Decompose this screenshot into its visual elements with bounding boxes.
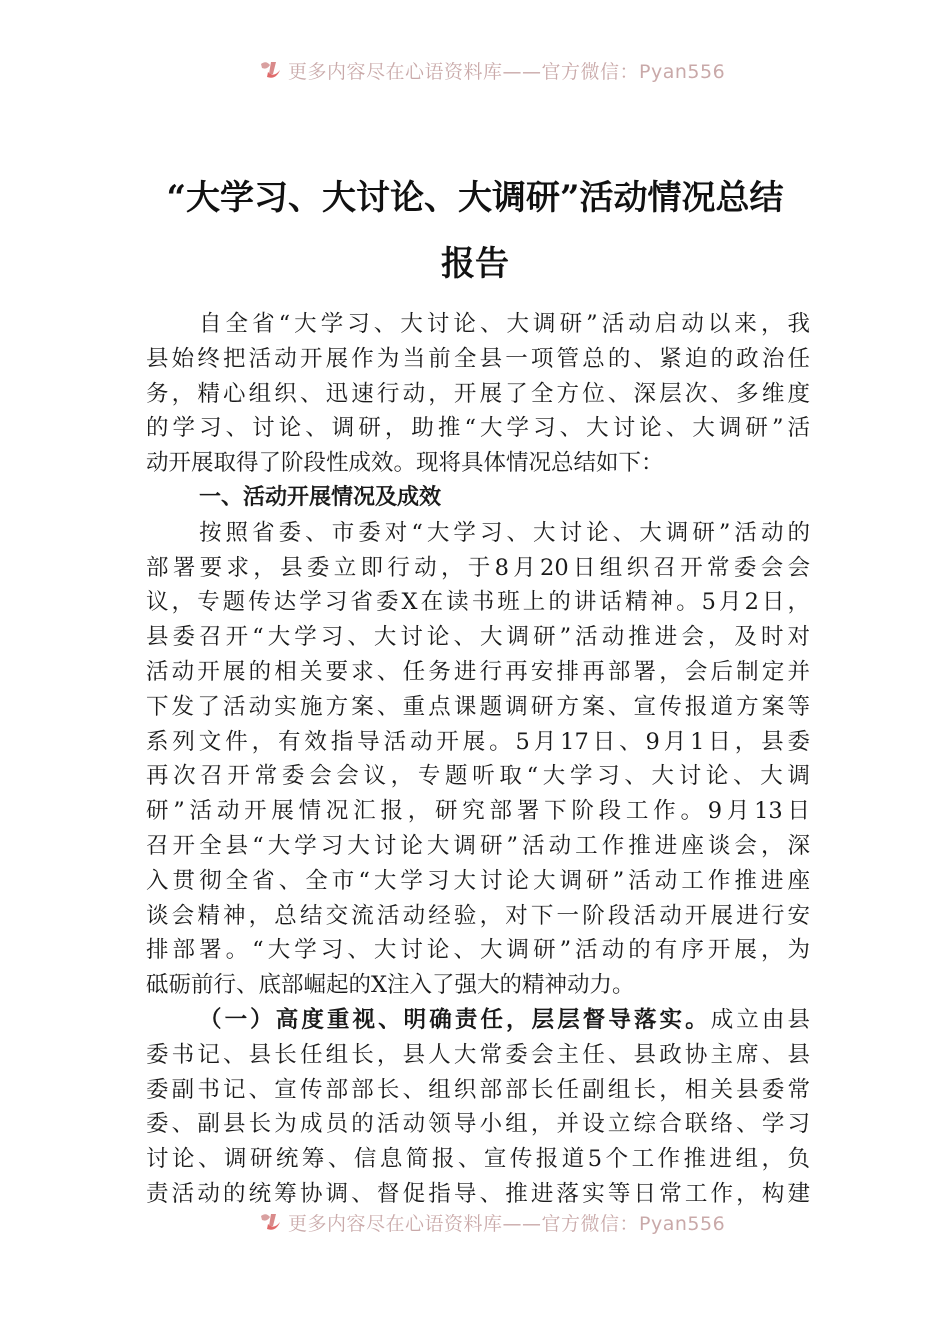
paragraph-line: 议，专题传达学习省委X在读书班上的讲话精神。5月2日， [146, 589, 810, 616]
paragraph-line: 再次召开常委会会议，专题听取“大学习、大讨论、大调 [146, 763, 810, 790]
document-title-line-2: 报告 [441, 244, 509, 284]
paragraph-line: 系列文件，有效指导活动开展。5月17日、9月1日，县委 [146, 728, 810, 755]
paragraph-line: 召开全县“大学习大讨论大调研”活动工作推进座谈会，深 [146, 832, 810, 859]
paragraph-line: 县委召开“大学习、大讨论、大调研”活动推进会，及时对 [146, 624, 810, 651]
section-heading: 一、活动开展情况及成效 [199, 484, 442, 510]
paragraph-line: 排部署。“大学习、大讨论、大调研”活动的有序开展，为 [146, 937, 810, 964]
paragraph-line: 部署要求，县委立即行动，于8月20日组织召开常委会会 [146, 554, 810, 581]
logo-icon [258, 1210, 284, 1234]
paragraph-line: 县始终把活动开展作为当前全县一项管总的、紧迫的政治任 [146, 345, 810, 372]
document-title-line-1: “大学习、大讨论、大调研”活动情况总结 [166, 178, 784, 218]
banner-text: 更多内容尽在心语资料库——官方微信：Pyan556 [288, 1212, 726, 1235]
paragraph-line: 责活动的统筹协调、督促指导、推进落实等日常工作，构建 [146, 1180, 810, 1207]
paragraph-line: 谈会精神，总结交流活动经验，对下一阶段活动开展进行安 [146, 902, 810, 929]
banner-text: 更多内容尽在心语资料库——官方微信：Pyan556 [288, 60, 726, 83]
paragraph-line: 务，精心组织、迅速行动，开展了全方位、深层次、多维度 [146, 380, 810, 407]
watermark-banner-bottom [258, 1208, 738, 1236]
paragraph-line: 委副书记、宣传部部长、组织部部长任副组长，相关县委常 [146, 1076, 810, 1103]
sub-section-line [146, 1003, 810, 1038]
paragraph-line: 自全省“大学习、大讨论、大调研”活动启动以来，我 [199, 311, 810, 337]
document-body [146, 307, 810, 1212]
sub-section-heading: （一）高度重视、明确责任，层层督导落实。 [199, 1006, 711, 1033]
paragraph-line: 活动开展的相关要求、任务进行再安排再部署，会后制定并 [146, 658, 810, 685]
paragraph-line: 的学习、讨论、调研，助推“大学习、大讨论、大调研”活 [146, 415, 810, 442]
logo-icon [258, 58, 284, 82]
sub-section-text: 成立由县 [710, 1006, 810, 1033]
paragraph-line: 按照省委、市委对“大学习、大讨论、大调研”活动的 [199, 519, 810, 546]
paragraph-line: 研”活动开展情况汇报，研究部署下阶段工作。9月13日 [146, 798, 810, 825]
paragraph-line: 讨论、调研统筹、信息简报、宣传报道5个工作推进组，负 [146, 1146, 810, 1173]
watermark-banner-top [258, 56, 738, 84]
paragraph-line: 动开展取得了阶段性成效。现将具体情况总结如下： [146, 450, 664, 477]
paragraph-line: 砥砺前行、底部崛起的X注入了强大的精神动力。 [146, 972, 635, 999]
paragraph-line: 委书记、县长任组长，县人大常委会主任、县政协主席、县 [146, 1041, 810, 1068]
paragraph-line: 入贯彻全省、全市“大学习大讨论大调研”活动工作推进座 [146, 867, 810, 894]
paragraph-line: 下发了活动实施方案、重点课题调研方案、宣传报道方案等 [146, 693, 810, 720]
paragraph-line: 委、副县长为成员的活动领导小组，并设立综合联络、学习 [146, 1111, 810, 1138]
